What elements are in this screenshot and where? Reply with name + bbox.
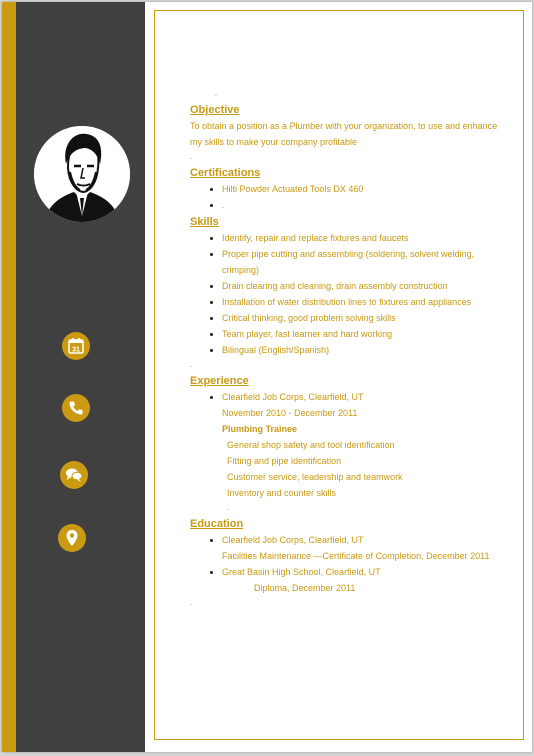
education-detail: Diploma, December 2011 — [254, 583, 356, 593]
skills-list — [190, 230, 500, 358]
skill-item: • Proper pipe cutting and assembling (soldering, solvent welding, crimping) — [222, 246, 500, 278]
skill-item: • Critical thinking, good problem solving skills — [222, 310, 500, 326]
certification-item: • . — [222, 197, 500, 215]
resume-content — [190, 91, 500, 612]
certification-item: • Hilti Powder Actuated Tools DX 460 — [222, 181, 500, 197]
education-heading: Education — [190, 518, 244, 530]
sidebar — [16, 2, 145, 752]
certifications-heading: Certifications — [190, 167, 261, 179]
experience-list — [190, 389, 500, 405]
profile-photo — [34, 126, 130, 222]
experience-duty: General shop safety and tool identification — [227, 440, 395, 450]
experience-duty: Inventory and counter skills — [227, 488, 337, 498]
calendar-icon — [62, 332, 90, 360]
calendar-day-label: 31 — [72, 346, 80, 354]
paragraph-mark: . — [190, 154, 192, 161]
experience-duty: Fitting and pipe identification — [227, 456, 342, 466]
location-icon — [58, 524, 86, 552]
education-school: • Great Basin High School, Clearfield, UT — [222, 564, 500, 580]
paragraph-mark: . — [190, 600, 192, 607]
phone-icon — [62, 394, 90, 422]
skill-item: • Team player, fast learner and hard working — [222, 326, 500, 342]
experience-role: Plumbing Trainee — [222, 424, 298, 434]
objective-heading: Objective — [190, 104, 240, 116]
skill-item: • Bilingual (English/Spanish) — [222, 342, 500, 358]
paragraph-mark — [86, 80, 89, 83]
skill-item: • Identify, repair and replace fixtures and faucets — [222, 230, 500, 246]
education-school: • Clearfield Job Corps, Clearfield, UT — [222, 532, 500, 548]
experience-heading: Experience — [190, 375, 249, 387]
certifications-list — [190, 181, 500, 215]
paragraph-mark: . — [215, 91, 217, 98]
skills-heading: Skills — [190, 216, 219, 228]
education-list — [190, 564, 500, 580]
skill-item: • Installation of water distribution lines to fixtures and appliances — [222, 294, 500, 310]
paragraph-mark: . — [190, 362, 192, 369]
accent-strip — [2, 2, 16, 752]
education-detail: Facilities Maintenance —Certificate of Completion, December 2011 — [222, 551, 490, 561]
skill-item: • Drain clearing and cleaning, drain assembly construction — [222, 278, 500, 294]
objective-text: To obtain a position as a Plumber with your organization, to use and enhance my skills to make your company profitable — [190, 121, 498, 147]
chat-icon — [60, 461, 88, 489]
experience-duty: Customer service, leadership and teamwork — [227, 472, 403, 482]
paragraph-mark: . — [227, 505, 229, 512]
education-list — [190, 532, 500, 548]
experience-dates: November 2010 - December 2011 — [222, 408, 358, 418]
experience-employer: • Clearfield Job Corps, Clearfield, UT — [222, 389, 500, 405]
